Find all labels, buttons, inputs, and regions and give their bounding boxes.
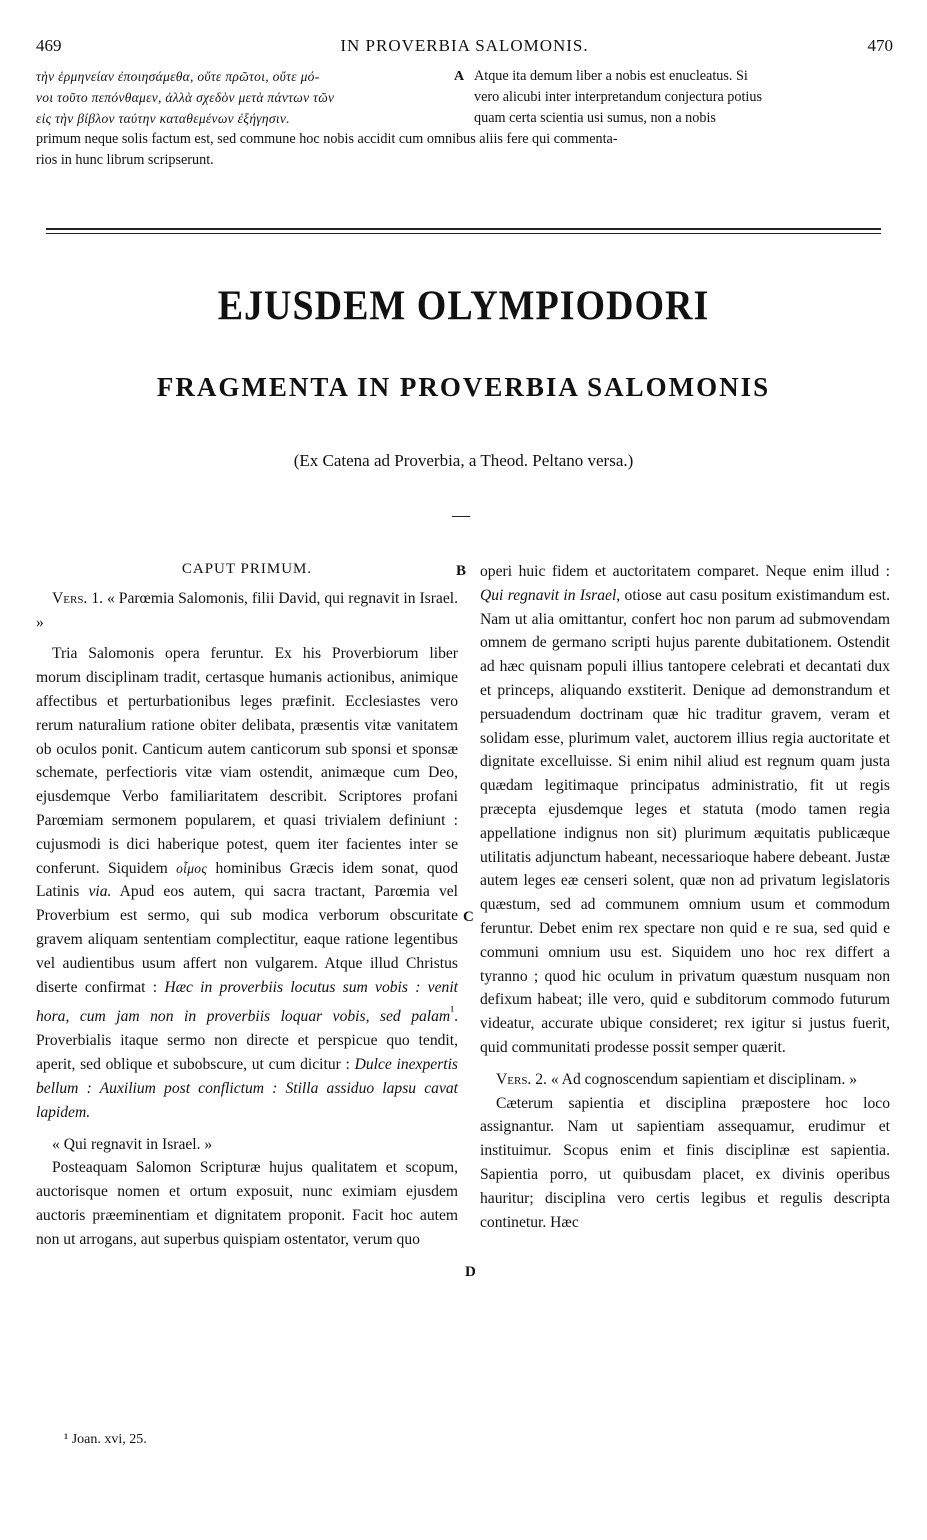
page-number-left: 469 bbox=[36, 36, 62, 55]
left-column bbox=[36, 558, 458, 1252]
verse-lemma bbox=[480, 1068, 890, 1092]
text-run: . Proverbialis itaque sermo non directe et perspicue quo tendit, aperit, sed oblique et subobscure, ut cum dicitur : bbox=[36, 1008, 458, 1074]
greek-line: τὴν ἑρμηνείαν ἐποιησάμεθα, οὔτε πρῶτοι, οὔτε μό- bbox=[36, 69, 320, 84]
greek-line: εἰς τὴν βίβλον ταύτην καταθεμένων ἐξήγησιν. bbox=[36, 111, 290, 126]
commentary-paragraph: Cæterum sapientia et disciplina præpostere hoc loco assignantur. Nam ut sapientiam assequamur, erudimur et instituimur. Scopus enim et finis disciplinæ est sapientia. Sapientia porro, ut quibusdam placet, ex divinis operibus hauritur; disciplina vero certis legibus et regulis descripta continetur. Hæc bbox=[480, 1094, 890, 1231]
latin-line: quam certa scientia usi sumus, non a nobis bbox=[474, 110, 716, 126]
verse-label: Vers. bbox=[496, 1070, 532, 1088]
verse-lemma bbox=[36, 587, 458, 635]
scripture-quote: Qui regnavit in Israel, bbox=[480, 586, 621, 604]
latin-line: Atque ita demum liber a nobis est enucleatus. Si bbox=[474, 68, 748, 84]
section-title: EJUSDEM OLYMPIODORI bbox=[217, 282, 710, 330]
commentary-paragraph bbox=[480, 560, 890, 1060]
text-run: hominibus Græcis idem sonat, quod Latinis bbox=[36, 859, 459, 901]
running-title: IN PROVERBIA SALOMONIS. bbox=[340, 36, 589, 55]
margin-marker-c: C bbox=[463, 909, 474, 925]
latin-line: primum neque solis factum est, sed commune hoc nobis accidit cum omnibus aliis fere qui commenta- bbox=[36, 131, 618, 147]
divider-rule bbox=[46, 228, 881, 230]
commentary-paragraph bbox=[36, 642, 458, 1124]
commentary-paragraph: Posteaquam Salomon Scripturæ hujus qualitatem et scopum, auctorisque nomen et ortum exposuit, nunc eximiam ejusdem auctoris præeminentiam et dignitatem proponit. Facit hoc autem non ut arrogans, aut superbus quispiam ostentator, verum quo bbox=[36, 1159, 458, 1248]
verse-lemma: « Qui regnavit in Israel. » bbox=[52, 1135, 213, 1153]
divider-rule bbox=[46, 233, 881, 234]
section-subtitle: FRAGMENTA IN PROVERBIA SALOMONIS bbox=[156, 372, 771, 402]
verse-text: 1. « Parœmia Salomonis, filii David, qui regnavit in Israel. » bbox=[36, 589, 458, 631]
text-run: Apud eos autem, qui sacra tractant, Parœmia vel Proverbium est sermo, qui sub modica verborum obscuritate gravem aliquam sententiam complectitur, eaque ratione legentibus vel audientibus usum affert non vulgarem. Atque illud Christus diserte confirmat : bbox=[36, 883, 458, 996]
proverb-quote: Dulce inexpertis bellum : Auxilium post conflictum : Stilla assiduo lapsu cavat lapidem. bbox=[36, 1056, 459, 1121]
short-rule bbox=[452, 516, 470, 517]
verse-label: Vers. bbox=[52, 589, 88, 607]
footnote-ref: ¹ bbox=[450, 1003, 455, 1019]
scripture-quote: Hæc in proverbiis locutus sum vobis : venit hora, cum jam non in proverbiis loquar vobis, sed palam bbox=[36, 978, 458, 1026]
latin-line: rios in hunc librum scripserunt. bbox=[36, 152, 214, 168]
margin-marker-d: D bbox=[465, 1264, 476, 1280]
source-note: (Ex Catena ad Proverbia, a Theod. Peltano versa.) bbox=[293, 451, 634, 470]
running-head bbox=[36, 36, 893, 58]
footnote: ¹ Joan. xvi, 25. bbox=[64, 1432, 147, 1447]
margin-marker-b: B bbox=[456, 563, 467, 579]
greek-line: νοι τοῦτο πεπόνθαμεν, ἀλλὰ σχεδὸν μετὰ πάντων τῶν bbox=[36, 90, 335, 105]
intro-continuation bbox=[36, 66, 891, 171]
greek-word: οἶμος bbox=[176, 860, 208, 876]
right-column bbox=[480, 560, 890, 1234]
text-run: operi huic fidem et auctoritatem comparet. Neque enim illud : bbox=[480, 563, 890, 580]
page-number-right: 470 bbox=[867, 36, 893, 55]
verse-text: 2. « Ad cognoscendum sapientiam et disciplinam. » bbox=[535, 1070, 858, 1088]
latin-line: vero alicubi inter interpretandum conjectura potius bbox=[474, 89, 762, 105]
text-run: Tria Salomonis opera feruntur. Ex his Proverbiorum liber morum disciplinam tradit, certasque humanis actionibus, animique affectibus et perturbationibus leges præfinit. Ecclesiastes vero rerum naturalium ratione obiter delibata, præsentis vitæ vanitatem ob oculos ponit. Canticum autem canticorum sub sponsi et sponsæ schemate, perfectioris vitæ viam ostendit, animæque cum Deo, ejusdemque Verbo familiaritatem describit. Scriptores profani Parœmiam sermonem popularem, et quasi trivialem definiunt : cujusmodi is dici haberique potest, quem iter facientes inter se conferunt. Siquidem bbox=[36, 645, 458, 877]
chapter-heading: CAPUT PRIMUM. bbox=[181, 561, 313, 577]
text-run: otiose aut casu positum existimandum est. Nam ut alia omittantur, confert hoc non parum ad submovendam omnem de germano scripti hujus parente dubitationem. Ostendit ad hæc quisnam populi illius tantopere celebrati et decantati dux et princeps, aliquando exstiterit. Denique ad demonstrandum et persuadendum doctrinam quæ hic traditur gravem, veram et solidam esse, plurimum valet, auctorem illius regia auctoritate et dignitate excelluisse. Si enim nihil aliud est regnum quam justa quædam legitimaque principatus administratio, fit ut regis præcepta ejusdemque leges et statuta (modo tamen regia appellatione indignus non sit) plurimum æquitatis publicæque utilitatis adjunctum habeant, necessarioque habere debeant. Justæ autem leges eæ censeri solent, quæ non ad privatum legislatoris quæstum, sed ad communem omnium usum et commodum feruntur. Debet enim rex spectare non quid e re sua, sed quid e communi omnium usu est. Siquidem uno hoc rex differt a tyranno ; quod hic oculum in privatum quæstum nusquam non defixum habeat; ille vero, quid e subditorum commodo futurum videatur, accurate ubique consideret; rex igitur si justus fuerit, quid communitati prodesse possit semper quærit. bbox=[480, 586, 891, 1056]
italic-word: via. bbox=[88, 883, 112, 901]
margin-marker-a: A bbox=[454, 69, 465, 84]
